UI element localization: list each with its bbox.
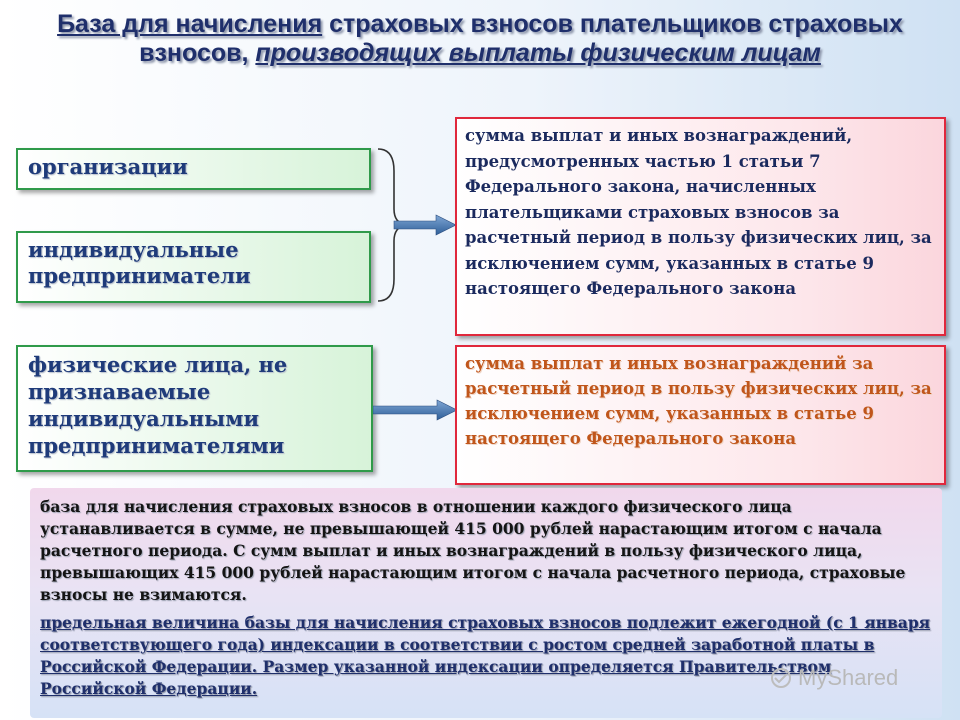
organizations-box (16, 148, 371, 190)
individuals-base-text: сумма выплат и иных вознаграждений за расчетный период в пользу физических лиц, за исключением сумм, указанных в статье 9 настоящего Федерального закона (465, 354, 932, 448)
right-arrow-icon (392, 213, 460, 237)
title-part-1: База для начисления (57, 10, 323, 38)
entrepreneurs-label: индивидуальные предприниматели (28, 237, 251, 288)
organizations-label: организации (28, 154, 188, 179)
watermark-logo-icon (768, 667, 794, 689)
right-arrow-icon (373, 398, 461, 422)
individuals-box (16, 345, 373, 472)
title-part-2: страховых взносов плательщиков страховых взносов, (139, 10, 903, 67)
base-amount-text: сумма выплат и иных вознаграждений, предусмотренных частью 1 статьи 7 Федерального закона, начисленных плательщиками страховых взносов за расчетный период в пользу физических лиц, за исключением сумм, указанных в статье 9 настоящего Федерального закона (465, 126, 932, 298)
slide-title (30, 10, 930, 68)
base-amount-box (455, 117, 946, 336)
individuals-label: физические лица, не признаваемые индивидуальными предпринимателями (28, 352, 288, 458)
title-part-3: производящих выплаты физическим лицам (255, 39, 821, 67)
limit-note-paragraph: база для начисления страховых взносов в отношении каждого физического лица устанавливается в сумме, не превышающей 415 000 рублей нарастающим итогом с начала расчетного периода. С сумм выплат и иных вознаграждений в пользу физического лица, превышающих 415 000 рублей нарастающим итогом с начала расчетного периода, страховые взносы не взимаются. (40, 497, 906, 604)
watermark-text: MyShared (798, 665, 899, 691)
indexation-note-paragraph: предельная величина базы для начисления страховых взносов подлежит ежегодной (с 1 января соответствующего года) индексации в соответствии с ростом средней заработной платы в Российской Федерации. Размер указанной индексации определяется Правительством Российской Федерации. (40, 613, 931, 698)
individuals-base-box (455, 345, 946, 485)
entrepreneurs-box (16, 231, 371, 303)
watermark (768, 664, 928, 690)
